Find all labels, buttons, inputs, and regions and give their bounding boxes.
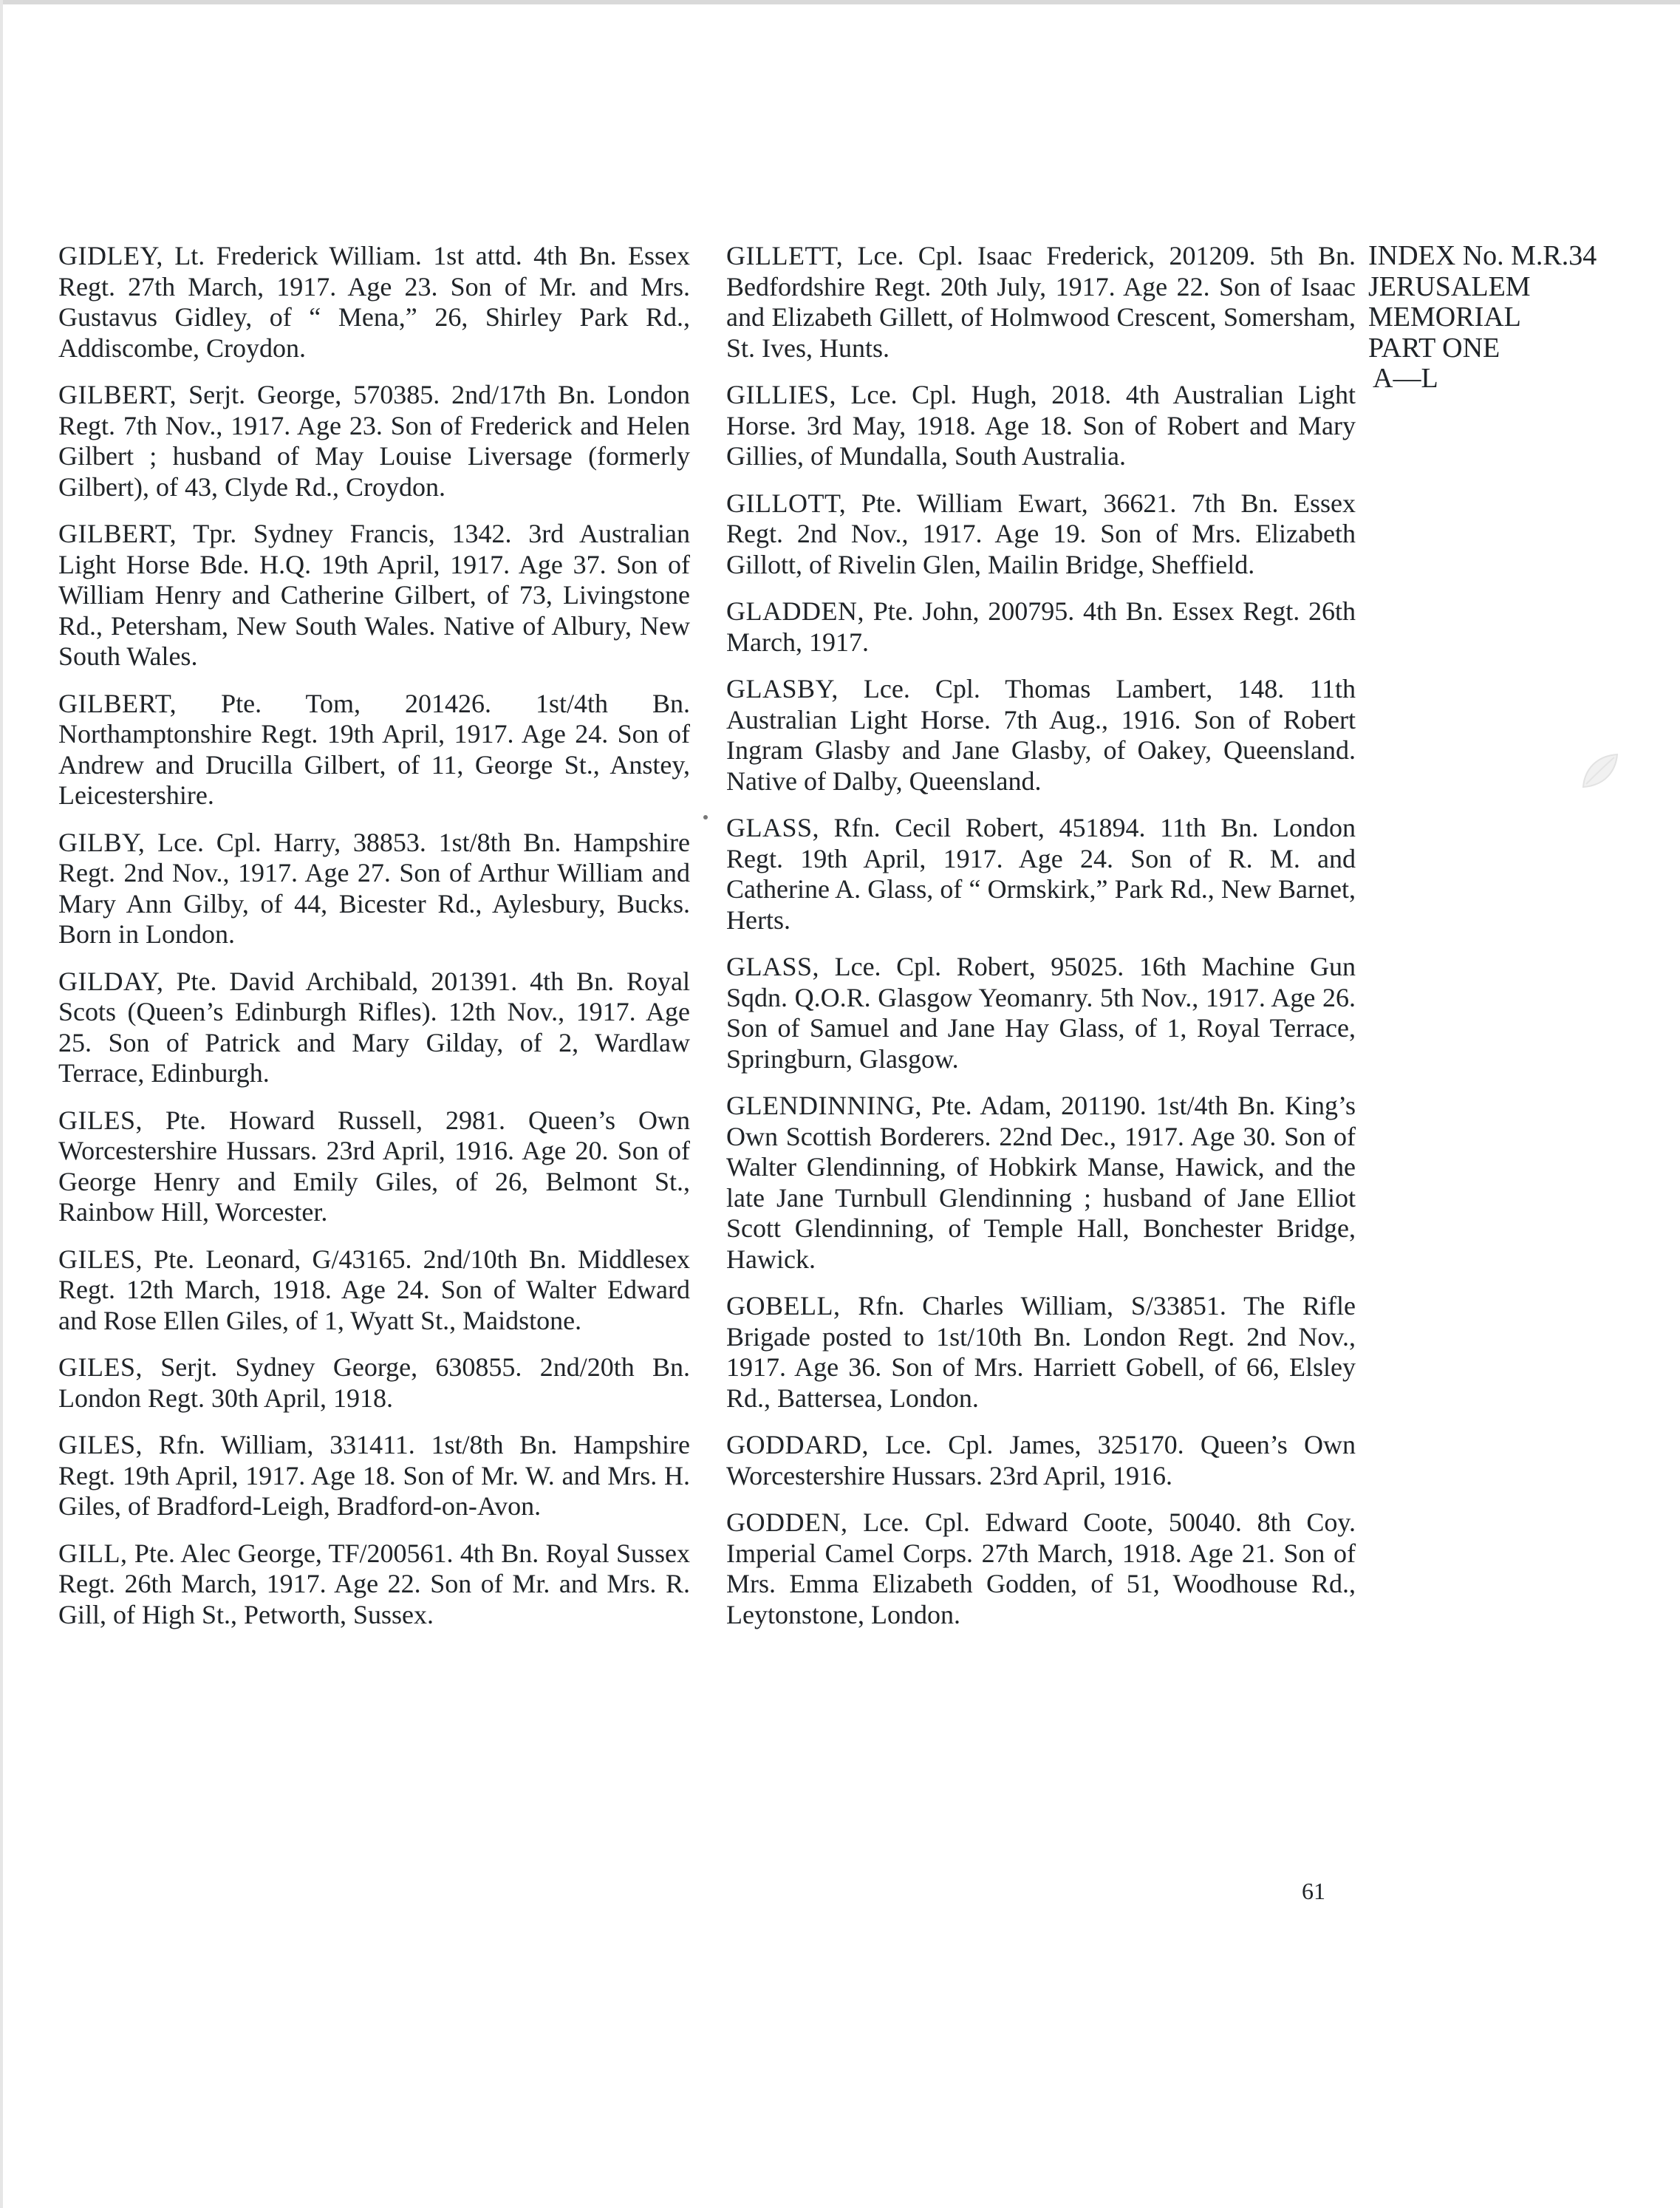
entry — [58, 1105, 690, 1228]
entry — [58, 241, 690, 364]
entry-text: Pte. John, 200795. 4th Bn. Essex Regt. 26th March, 1917. — [726, 596, 1356, 657]
entry-surname: GILLETT, — [726, 241, 844, 270]
memorial-name: JERUSALEM — [1368, 270, 1531, 302]
entry-surname: GILES, — [58, 1352, 143, 1382]
page-number: 61 — [1302, 1878, 1325, 1904]
entry-surname: GOBELL, — [726, 1291, 841, 1321]
left-column — [58, 241, 690, 1646]
entry — [726, 596, 1356, 658]
entry — [58, 967, 690, 1089]
entry-surname: GILES, — [58, 1105, 143, 1135]
entry-surname: GILBERT, — [58, 688, 177, 718]
middle-column — [726, 241, 1356, 1646]
entry — [58, 1539, 690, 1631]
part-label: PART ONE — [1368, 332, 1500, 364]
entry-surname: GILLOTT, — [726, 488, 847, 518]
entry — [58, 1352, 690, 1414]
entry-text: Lce. Cpl. Hugh, 2018. 4th Australian Light Horse. 3rd May, 1918. Age 18. Son of Robert and Mary Gillies, of Mundalla, South Australia. — [726, 380, 1356, 471]
memorial-label: MEMORIAL — [1368, 301, 1521, 333]
entry-surname: GLADDEN, — [726, 596, 864, 626]
entry-surname: GILBERT, — [58, 519, 177, 548]
entry-text: Lce. Cpl. Edward Coote, 50040. 8th Coy. Imperial Camel Corps. 27th March, 1918. Age 21. Son of Mrs. Emma Elizabeth Godden, of 51, Woodhouse Rd., Leytonstone, London. — [726, 1507, 1356, 1629]
entry-text: Rfn. William, 331411. 1st/8th Bn. Hampshire Regt. 19th April, 1917. Age 18. Son of Mr. W. and Mrs. H. Giles, of Bradford-Leigh, Bradford-on-Avon. — [58, 1430, 690, 1521]
entry — [726, 674, 1356, 797]
entry-text: Lce. Cpl. Isaac Frederick, 201209. 5th Bn. Bedfordshire Regt. 20th July, 1917. Age 22. Son of Isaac and Elizabeth Gillett, of Holmwood Crescent, Somersham, St. Ives, Hunts. — [726, 241, 1356, 363]
entry-text: Serjt. Sydney George, 630855. 2nd/20th Bn. London Regt. 30th April, 1918. — [58, 1352, 690, 1413]
entry-text: Lce. Cpl. Harry, 38853. 1st/8th Bn. Hampshire Regt. 2nd Nov., 1917. Age 27. Son of Arthur William and Mary Ann Gilby, of 44, Bicester Rd., Aylesbury, Bucks. Born in London. — [58, 827, 690, 949]
entry-surname: GILBERT, — [58, 380, 177, 409]
entry-text: Pte. Adam, 201190. 1st/4th Bn. King’s Own Scottish Borderers. 22nd Dec., 1917. Age 30. Son of Walter Glendinning, of Hobkirk Manse, Hawick, and the late Jane Turnbull Glendinning ; husband of Jane Elliot Scott Glendinning, of Temple Hall, Bonchester Bridge, Hawick. — [726, 1091, 1356, 1274]
entry-surname: GILL, — [58, 1538, 128, 1568]
entry — [726, 241, 1356, 364]
index-number: INDEX No. M.R.34 — [1368, 240, 1597, 271]
index-heading — [1368, 241, 1671, 395]
entry-surname: GLENDINNING, — [726, 1091, 922, 1120]
entry — [58, 1244, 690, 1337]
entry-text: Pte. Howard Russell, 2981. Queen’s Own Worcestershire Hussars. 23rd April, 1916. Age 20. Son of George Henry and Emily Giles, of 26, Belmont St., Rainbow Hill, Worcester. — [58, 1105, 690, 1227]
entry-text: Pte. Leonard, G/43165. 2nd/10th Bn. Middlesex Regt. 12th March, 1918. Age 24. Son of Walter Edward and Rose Ellen Giles, of 1, Wyatt St., Maidstone. — [58, 1244, 690, 1335]
entry-surname: GILBY, — [58, 827, 146, 857]
entry-surname: GLASS, — [726, 952, 820, 981]
entry-surname: GILDAY, — [58, 966, 164, 996]
entry-text: Serjt. George, 570385. 2nd/17th Bn. London Regt. 7th Nov., 1917. Age 23. Son of Frederick and Helen Gilbert ; husband of May Louise Liversage (formerly Gilbert), of 43, Clyde Rd., Croydon. — [58, 380, 690, 502]
entry-text: Pte. David Archibald, 201391. 4th Bn. Royal Scots (Queen’s Edinburgh Rifles). 12th Nov., 1917. Age 25. Son of Patrick and Mary Gilday, of 2, Wardlaw Terrace, Edinburgh. — [58, 966, 690, 1088]
page-top-edge — [0, 0, 1680, 4]
entry-text: Pte. Tom, 201426. 1st/4th Bn. Northamptonshire Regt. 19th April, 1917. Age 24. Son of Andrew and Drucilla Gilbert, of 11, George St., Anstey, Leicestershire. — [58, 688, 690, 810]
entry — [726, 1507, 1356, 1630]
entry-surname: GLASS, — [726, 813, 820, 842]
entry — [726, 488, 1356, 581]
entry — [726, 380, 1356, 472]
entry-text: Rfn. Cecil Robert, 451894. 11th Bn. London Regt. 19th April, 1917. Age 24. Son of R. M. and Catherine A. Glass, of “ Ormskirk,” Park Rd., New Barnet, Herts. — [726, 813, 1356, 935]
entry-text: Lce. Cpl. Thomas Lambert, 148. 11th Australian Light Horse. 7th Aug., 1916. Son of Robert Ingram Glasby and Jane Glasby, of Oakey, Queensland. Native of Dalby, Queensland. — [726, 674, 1356, 796]
page-left-edge — [0, 0, 3, 2208]
entry — [726, 1430, 1356, 1491]
entry — [726, 1091, 1356, 1275]
entry-text: Tpr. Sydney Francis, 1342. 3rd Australian Light Horse Bde. H.Q. 19th April, 1917. Age 37. Son of William Henry and Catherine Gilbert, of 73, Livingstone Rd., Petersham, New South Wales. Native of Albury, New South Wales. — [58, 519, 690, 671]
entry-surname: GILES, — [58, 1244, 143, 1274]
entry — [58, 380, 690, 502]
entry — [58, 519, 690, 672]
entry — [726, 813, 1356, 936]
entry-text: Lce. Cpl. James, 325170. Queen’s Own Worcestershire Hussars. 23rd April, 1916. — [726, 1430, 1356, 1490]
leaf-watermark-icon — [1577, 749, 1623, 794]
entry-surname: GODDEN, — [726, 1507, 848, 1537]
entry — [58, 828, 690, 950]
entry-text: Lce. Cpl. Robert, 95025. 16th Machine Gun Sqdn. Q.O.R. Glasgow Yeomanry. 5th Nov., 1917. Age 26. Son of Samuel and Jane Hay Glass, of 1, Royal Terrace, Springburn, Glasgow. — [726, 952, 1356, 1074]
entry — [58, 1430, 690, 1522]
entry-surname: GLASBY, — [726, 674, 839, 703]
entry-text: Pte. William Ewart, 36621. 7th Bn. Essex Regt. 2nd Nov., 1917. Age 19. Son of Mrs. Elizabeth Gillott, of Rivelin Glen, Mailin Bridge, Sheffield. — [726, 488, 1356, 579]
entry-text: Pte. Alec George, TF/200561. 4th Bn. Royal Sussex Regt. 26th March, 1917. Age 22. Son of Mr. and Mrs. R. Gill, of High St., Petworth, Sussex. — [58, 1538, 690, 1629]
entry — [58, 689, 690, 811]
margin-speck — [703, 815, 708, 820]
alphabet-range: A—L — [1373, 363, 1438, 394]
entry-text: Rfn. Charles William, S/33851. The Rifle Brigade posted to 1st/10th Bn. London Regt. 2nd Nov., 1917. Age 36. Son of Mrs. Harriett Gobell, of 66, Elsley Rd., Battersea, London. — [726, 1291, 1356, 1413]
entry-surname: GILLIES, — [726, 380, 836, 409]
entry-surname: GILES, — [58, 1430, 143, 1459]
entry-text: Lt. Frederick William. 1st attd. 4th Bn. Essex Regt. 27th March, 1917. Age 23. Son of Mr. and Mrs. Gustavus Gidley, of “ Mena,” 26, Shirley Park Rd., Addiscombe, Croydon. — [58, 241, 690, 363]
entry-surname: GODDARD, — [726, 1430, 869, 1459]
entry — [726, 952, 1356, 1074]
entry-surname: GIDLEY, — [58, 241, 163, 270]
entry — [726, 1291, 1356, 1414]
